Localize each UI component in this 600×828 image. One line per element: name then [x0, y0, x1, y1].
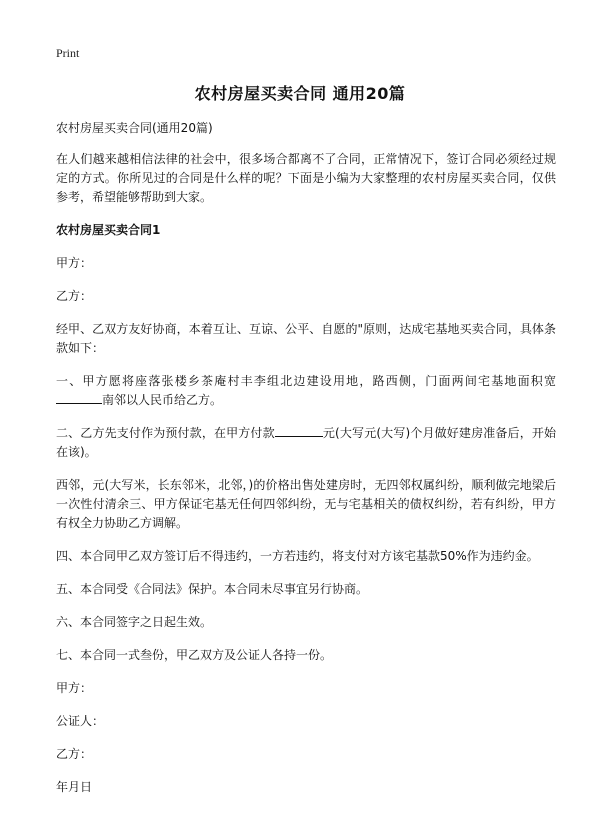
clause-1-text-before: 一、甲方愿将座落张楼乡茶庵村丰李组北边建设用地，路西侧，门面两间宅基地面积宽	[56, 374, 556, 388]
document-title: 农村房屋买卖合同 通用20篇	[194, 84, 406, 103]
signature-party-a: 甲方：	[56, 681, 93, 695]
party-b-line: 乙方：	[56, 289, 93, 303]
clause-6: 六、本合同签字之日起生效。	[56, 615, 213, 629]
print-label[interactable]: Print	[56, 46, 80, 60]
clause-7: 七、本合同一式叁份，甲乙双方及公证人各持一份。	[56, 648, 333, 662]
fill-in-blank	[275, 424, 323, 437]
party-a-line: 甲方：	[56, 256, 93, 270]
clause-4: 四、本合同甲乙双方签订后不得违约，一方若违约，将支付对方该宅基款50%作为违约金。	[56, 549, 539, 563]
document-subtitle: 农村房屋买卖合同(通用20篇)	[56, 121, 213, 135]
clause-5: 五、本合同受《合同法》保护。本合同未尽事宜另行协商。	[56, 582, 369, 596]
clause-2-text-after: 元(大写元(大写)个月做好建房准备后，开始在该)。	[56, 426, 556, 459]
fill-in-blank	[56, 391, 102, 404]
clause-1-text-after: 南邻以人民币给乙方。	[102, 393, 223, 407]
clause-2-text-before: 二、乙方先支付作为预付款，在甲方付款	[56, 426, 275, 440]
clause-3: 西邻，元(大写米，长东邻米，北邻，)的价格出售处建房时，无四邻权属纠纷，顺利做完地梁后一次性付清余三、甲方保证宅基无任何四邻纠纷，无与宅基相关的债权纠纷，若有纠纷，甲方有权全力协助乙方调解。	[56, 478, 556, 530]
signature-date: 年月日	[56, 780, 93, 794]
clause-2	[56, 424, 556, 462]
section-heading: 农村房屋买卖合同1	[56, 223, 161, 237]
signature-notary: 公证人：	[56, 714, 105, 728]
preamble-paragraph: 经甲、乙双方友好协商，本着互让、互谅、公平、自愿的"原则，达成宅基地买卖合同，具体条款如下：	[56, 322, 556, 355]
intro-paragraph: 在人们越来越相信法律的社会中，很多场合都离不了合同，正常情况下，签订合同必须经过规定的方式。你所见过的合同是什么样的呢？下面是小编为大家整理的农村房屋买卖合同，仅供参考，希望能够帮助到大家。	[56, 152, 556, 204]
clause-1	[56, 372, 556, 410]
signature-party-b: 乙方：	[56, 747, 93, 761]
document-body	[56, 119, 556, 811]
